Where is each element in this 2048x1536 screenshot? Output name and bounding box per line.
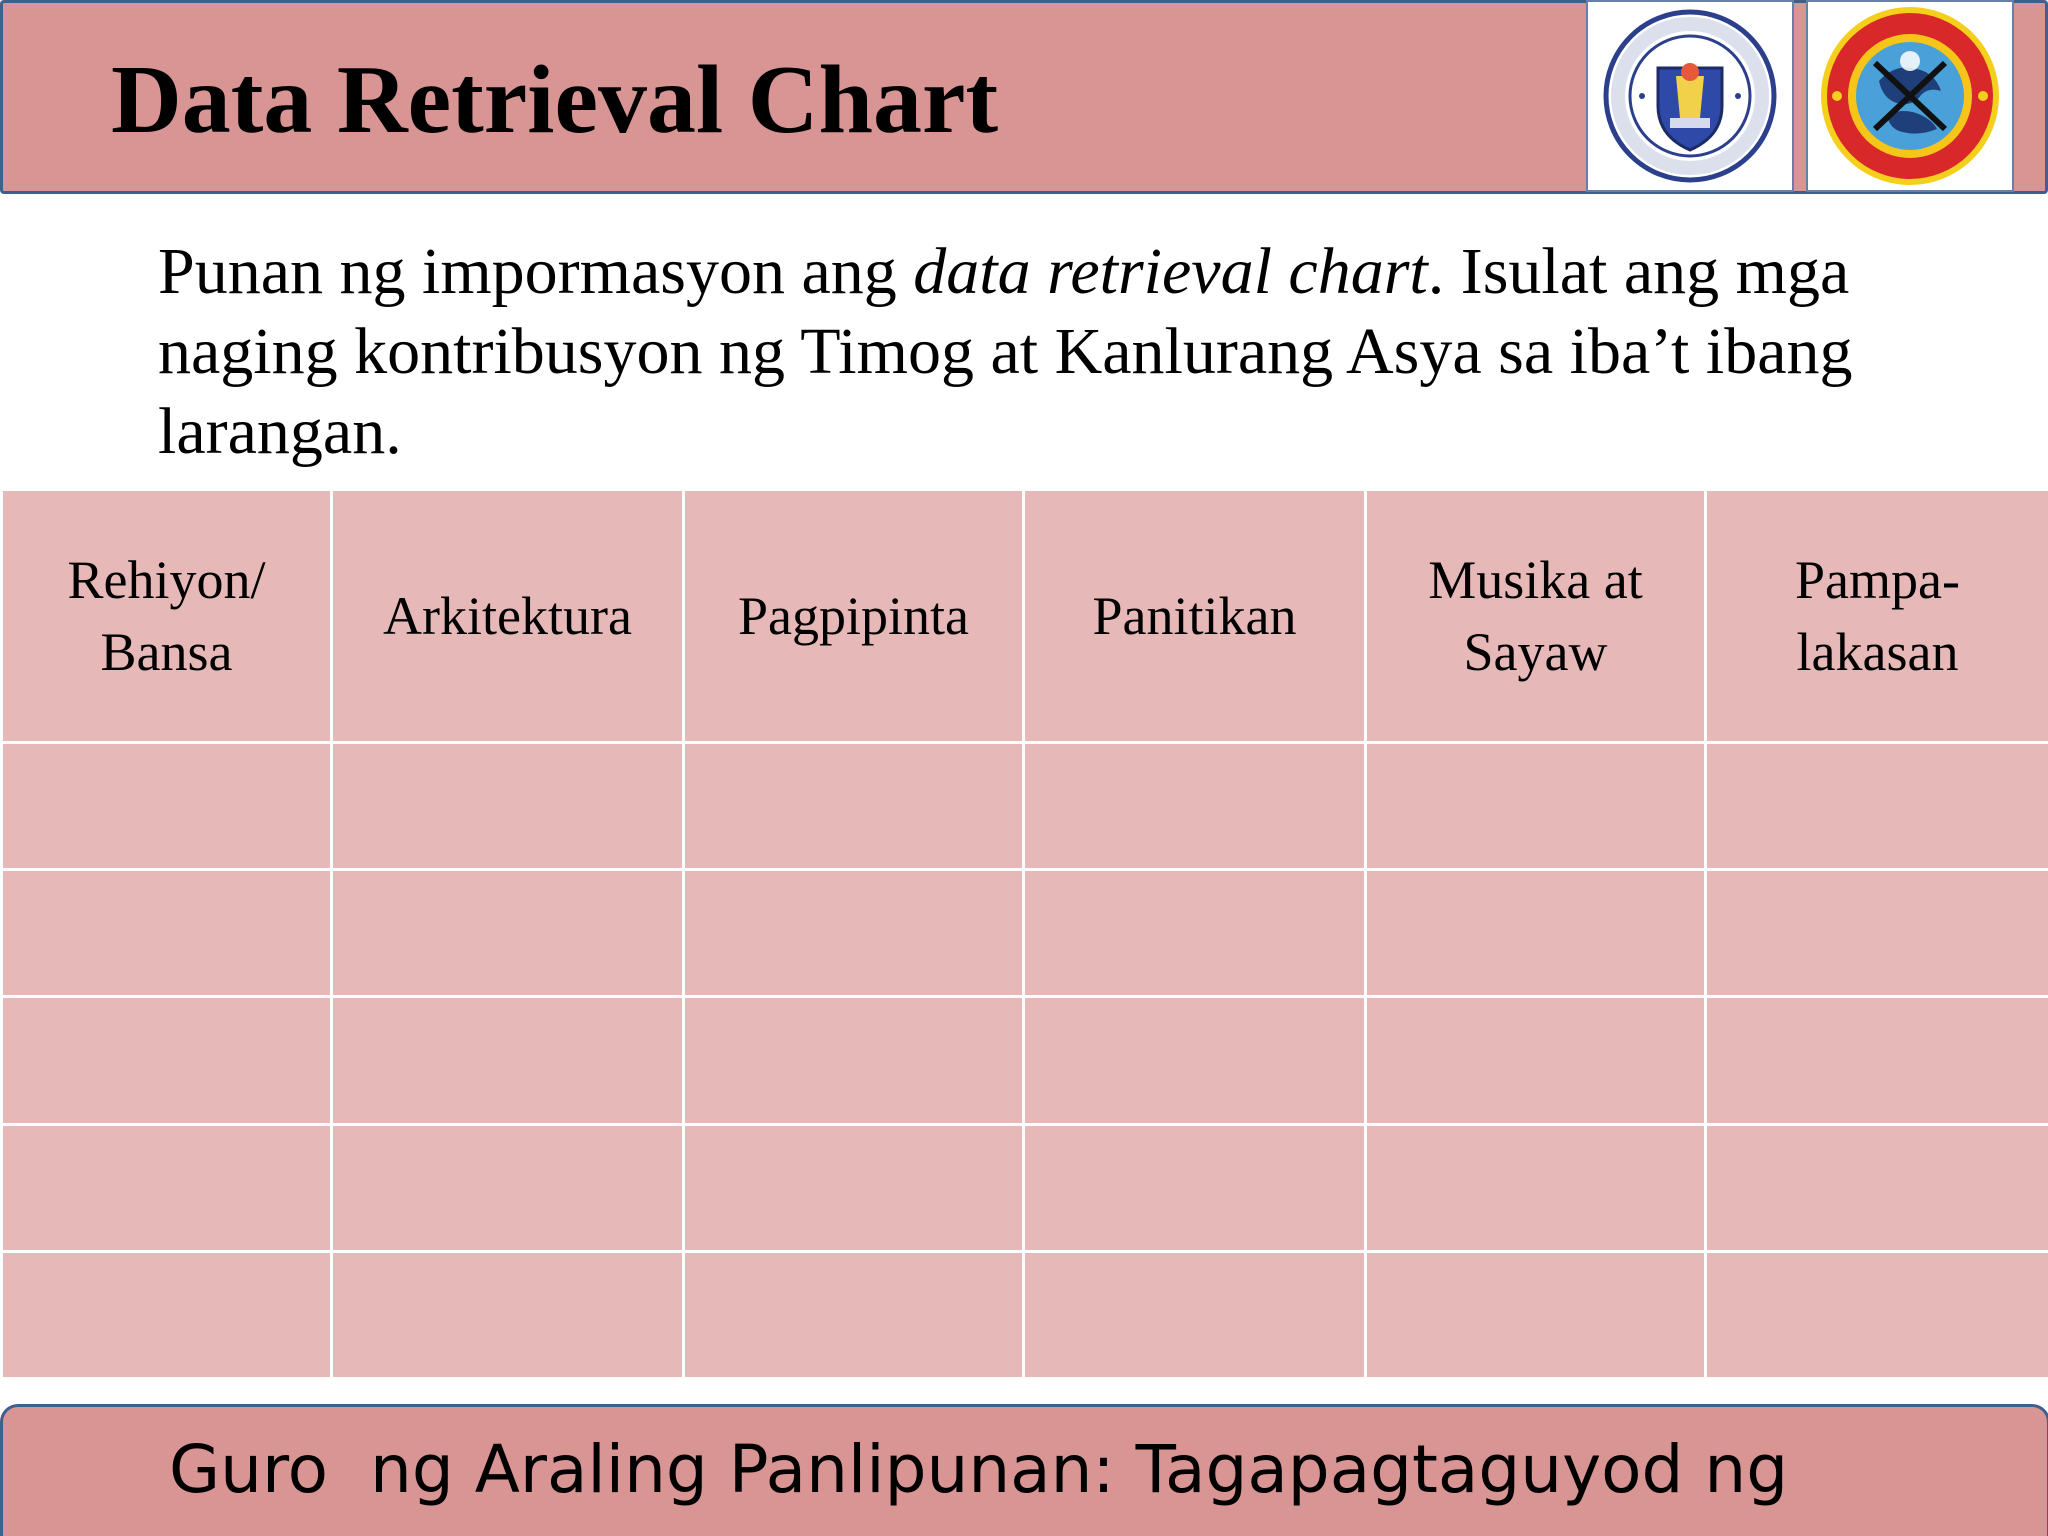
table-cell[interactable] [332, 1124, 684, 1251]
column-header-pampalakasan [1706, 490, 2048, 743]
table-row [2, 743, 2048, 870]
footer-band [0, 1404, 2048, 1536]
table-cell[interactable] [2, 1124, 332, 1251]
column-header-line: lakasan [1796, 622, 1959, 682]
table-cell[interactable] [1366, 743, 1706, 870]
table-cell[interactable] [1706, 997, 2048, 1124]
table-cell[interactable] [332, 870, 684, 997]
guro-araling-panlipunan-logo [1806, 0, 2014, 192]
table-row [2, 1124, 2048, 1251]
column-header-line: Arkitektura [383, 586, 632, 646]
table-cell[interactable] [1706, 870, 2048, 997]
table-cell[interactable] [332, 743, 684, 870]
table-cell[interactable] [684, 743, 1024, 870]
table-cell[interactable] [2, 997, 332, 1124]
table-cell[interactable] [1024, 1124, 1366, 1251]
table-row [2, 870, 2048, 997]
table-cell[interactable] [1366, 870, 1706, 997]
column-header-line: Bansa [100, 622, 233, 682]
table-cell[interactable] [2, 1251, 332, 1378]
guro-araling-panlipunan-seal-icon [1817, 3, 2003, 189]
table-cell[interactable] [1706, 1124, 2048, 1251]
table-cell[interactable] [1366, 997, 1706, 1124]
table-cell[interactable] [332, 1251, 684, 1378]
table-cell[interactable] [332, 997, 684, 1124]
table-cell[interactable] [1024, 997, 1366, 1124]
table-cell[interactable] [1024, 743, 1366, 870]
table-cell[interactable] [1706, 1251, 2048, 1378]
column-header-pagpipinta [684, 490, 1024, 743]
column-header-rehiyon-bansa [2, 490, 332, 743]
table-cell[interactable] [1366, 1124, 1706, 1251]
table-header-row [2, 490, 2048, 743]
data-retrieval-table-wrapper [0, 488, 2048, 1380]
column-header-arkitektura [332, 490, 684, 743]
table-cell[interactable] [1366, 1251, 1706, 1378]
instruction-text-after: . Isulat ang mga naging kontribusyon ng Timog at Kanlurang Asya sa iba’t ibang larangan. [158, 235, 1853, 468]
instruction-text-emphasis: data retrieval chart [913, 235, 1428, 308]
column-header-line: Rehiyon/ [67, 550, 266, 610]
column-header-line: Sayaw [1463, 622, 1608, 682]
table-cell[interactable] [2, 743, 332, 870]
deped-logo [1586, 0, 1794, 192]
table-row [2, 997, 2048, 1124]
footer-text: Guro ng Araling Panlipunan: Tagapagtaguyod ng [169, 1431, 1789, 1508]
page-title: Data Retrieval Chart [111, 46, 999, 154]
table-cell[interactable] [1706, 743, 2048, 870]
deped-seal-icon [1600, 6, 1780, 186]
instruction-text-before: Punan ng impormasyon ang [158, 235, 914, 308]
table-cell[interactable] [1024, 1251, 1366, 1378]
table-cell[interactable] [684, 1124, 1024, 1251]
table-cell[interactable] [684, 1251, 1024, 1378]
column-header-line: Panitikan [1092, 586, 1297, 646]
column-header-panitikan [1024, 490, 1366, 743]
table-cell[interactable] [2, 870, 332, 997]
table-cell[interactable] [684, 997, 1024, 1124]
column-header-line: Pampa- [1795, 550, 1960, 610]
table-cell[interactable] [1024, 870, 1366, 997]
data-retrieval-table [0, 488, 2048, 1380]
column-header-line: Musika at [1428, 550, 1643, 610]
table-cell[interactable] [684, 870, 1024, 997]
table-row [2, 1251, 2048, 1378]
column-header-musika-at-sayaw [1366, 490, 1706, 743]
instruction-text [158, 232, 1958, 472]
column-header-line: Pagpipinta [738, 586, 969, 646]
